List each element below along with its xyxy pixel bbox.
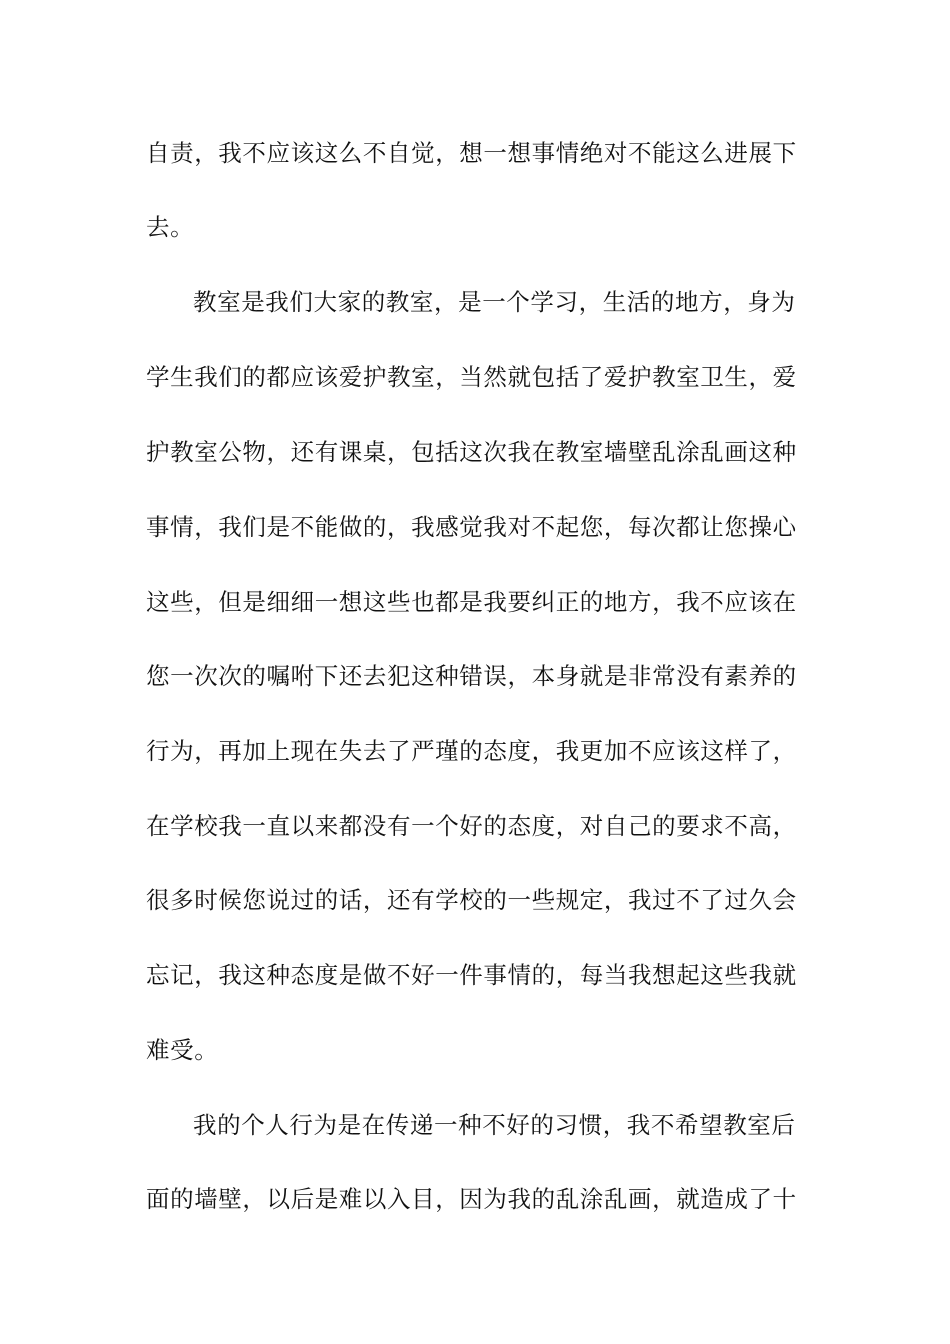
- text-line: 行为，再加上现在失去了严瑾的态度，我更加不应该这样了，: [146, 737, 797, 765]
- text-line: 自责，我不应该这么不自觉，想一想事情绝对不能这么进展下: [146, 139, 797, 167]
- paragraph-first-line: 我的个人行为是在传递一种不好的习惯，我不希望教室后: [193, 1111, 796, 1139]
- text-line: 在学校我一直以来都没有一个好的态度，对自己的要求不高，: [146, 812, 797, 840]
- text-line: 事情，我们是不能做的，我感觉我对不起您，每次都让您操心: [146, 513, 797, 541]
- text-line: 面的墙壁，以后是难以入目，因为我的乱涂乱画，就造成了十: [146, 1185, 797, 1213]
- text-line: 去。: [146, 213, 195, 241]
- text-line: 很多时候您说过的话，还有学校的一些规定，我过不了过久会: [146, 886, 797, 914]
- text-line: 忘记，我这种态度是做不好一件事情的，每当我想起这些我就: [146, 961, 797, 989]
- text-line: 学生我们的都应该爱护教室，当然就包括了爱护教室卫生，爱: [146, 363, 797, 391]
- text-line: 护教室公物，还有课桌，包括这次我在教室墙壁乱涂乱画这种: [146, 438, 797, 466]
- paragraph-first-line: 教室是我们大家的教室，是一个学习，生活的地方，身为: [193, 288, 796, 316]
- text-line: 难受。: [146, 1036, 219, 1064]
- text-line: 这些，但是细细一想这些也都是我要纠正的地方，我不应该在: [146, 588, 797, 616]
- text-line: 您一次次的嘱咐下还去犯这种错误，本身就是非常没有素养的: [146, 662, 797, 690]
